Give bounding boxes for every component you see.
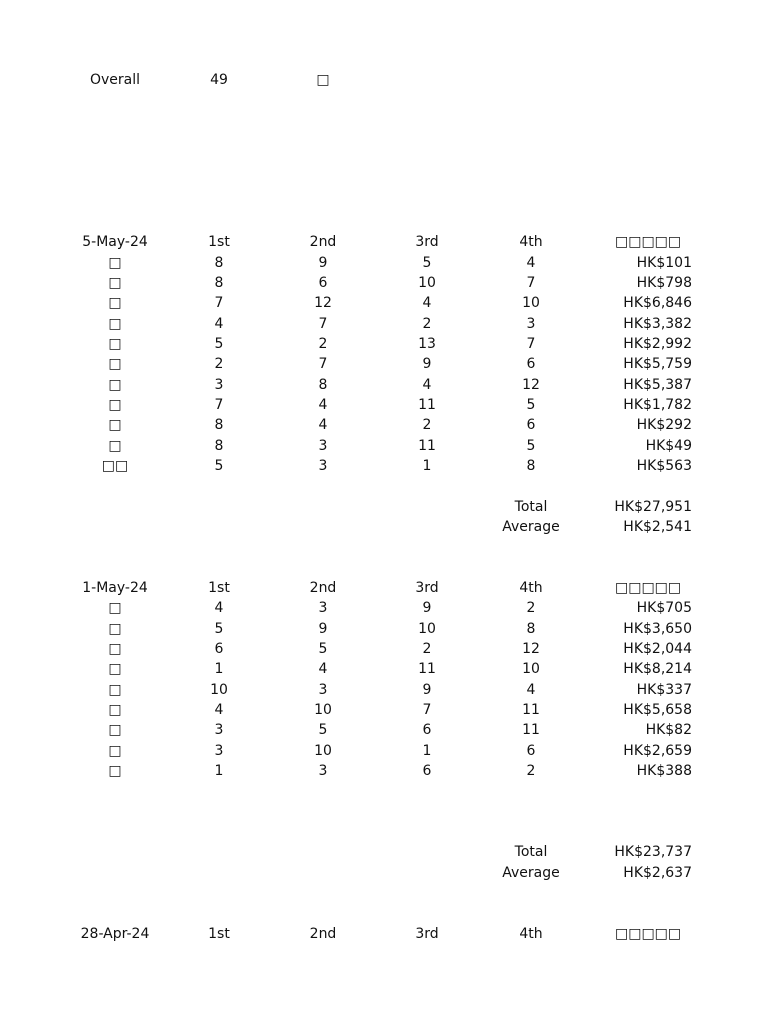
row-4th: 6 <box>526 743 536 759</box>
row-4th: 3 <box>526 316 536 332</box>
total-label: Total <box>514 499 548 515</box>
row-name: □ <box>108 621 122 637</box>
row-2nd: 3 <box>318 763 328 779</box>
row-3rd: 6 <box>422 763 432 779</box>
row-3rd: 4 <box>422 295 432 311</box>
row-1st: 8 <box>214 255 224 271</box>
total-value: HK$27,951 <box>614 499 692 515</box>
row-1st: 8 <box>214 417 224 433</box>
average-label: Average <box>502 865 560 881</box>
table-row <box>0 354 768 374</box>
row-amount: HK$3,382 <box>623 316 692 332</box>
header-3rd: 3rd <box>415 580 439 596</box>
table-row <box>0 395 768 415</box>
row-name: □ <box>108 275 122 291</box>
row-1st: 7 <box>214 397 224 413</box>
row-2nd: 7 <box>318 316 328 332</box>
row-1st: 5 <box>214 458 224 474</box>
section-date: 5-May-24 <box>82 234 148 250</box>
row-name: □ <box>108 377 122 393</box>
table-row <box>0 700 768 720</box>
section-header-row <box>0 924 768 944</box>
row-1st: 7 <box>214 295 224 311</box>
header-amount: □□□□□ <box>615 926 682 942</box>
row-2nd: 3 <box>318 682 328 698</box>
row-1st: 1 <box>214 661 224 677</box>
total-row <box>0 497 768 517</box>
row-2nd: 7 <box>318 356 328 372</box>
row-1st: 6 <box>214 641 224 657</box>
row-name: □ <box>108 682 122 698</box>
row-2nd: 3 <box>318 458 328 474</box>
row-2nd: 12 <box>314 295 332 311</box>
row-4th: 7 <box>526 275 536 291</box>
header-amount: □□□□□ <box>615 580 682 596</box>
row-amount: HK$337 <box>636 682 692 698</box>
row-name: □ <box>108 438 122 454</box>
overall-value: 49 <box>210 72 228 88</box>
table-row <box>0 598 768 618</box>
row-2nd: 6 <box>318 275 328 291</box>
row-amount: HK$5,759 <box>623 356 692 372</box>
row-3rd: 5 <box>422 255 432 271</box>
row-amount: HK$388 <box>636 763 692 779</box>
row-2nd: 5 <box>318 722 328 738</box>
table-row <box>0 659 768 679</box>
row-1st: 8 <box>214 438 224 454</box>
total-value: HK$23,737 <box>614 844 692 860</box>
row-amount: HK$3,650 <box>623 621 692 637</box>
row-3rd: 2 <box>422 641 432 657</box>
row-4th: 4 <box>526 255 536 271</box>
row-name: □ <box>108 356 122 372</box>
header-3rd: 3rd <box>415 926 439 942</box>
table-row <box>0 273 768 293</box>
row-amount: HK$2,659 <box>623 743 692 759</box>
row-2nd: 4 <box>318 661 328 677</box>
row-1st: 4 <box>214 702 224 718</box>
average-value: HK$2,637 <box>623 865 692 881</box>
row-3rd: 9 <box>422 600 432 616</box>
row-2nd: 2 <box>318 336 328 352</box>
average-label: Average <box>502 519 560 535</box>
header-2nd: 2nd <box>309 234 337 250</box>
row-amount: HK$8,214 <box>623 661 692 677</box>
row-amount: HK$563 <box>636 458 692 474</box>
row-name: □ <box>108 702 122 718</box>
table-row <box>0 639 768 659</box>
row-3rd: 2 <box>422 417 432 433</box>
row-name: □ <box>108 316 122 332</box>
header-1st: 1st <box>208 926 230 942</box>
table-row <box>0 720 768 740</box>
row-3rd: 2 <box>422 316 432 332</box>
header-2nd: 2nd <box>309 580 337 596</box>
row-4th: 6 <box>526 417 536 433</box>
row-1st: 2 <box>214 356 224 372</box>
header-1st: 1st <box>208 234 230 250</box>
table-row <box>0 293 768 313</box>
row-4th: 8 <box>526 621 536 637</box>
section-header-row <box>0 232 768 252</box>
row-amount: HK$292 <box>636 417 692 433</box>
header-amount: □□□□□ <box>615 234 682 250</box>
row-name: □ <box>108 295 122 311</box>
row-1st: 3 <box>214 743 224 759</box>
table-row <box>0 436 768 456</box>
row-2nd: 3 <box>318 600 328 616</box>
row-2nd: 3 <box>318 438 328 454</box>
table-row <box>0 375 768 395</box>
average-value: HK$2,541 <box>623 519 692 535</box>
row-name: □ <box>108 397 122 413</box>
row-name: □ <box>108 336 122 352</box>
row-1st: 5 <box>214 336 224 352</box>
row-name: □ <box>108 722 122 738</box>
row-4th: 5 <box>526 397 536 413</box>
row-2nd: 9 <box>318 621 328 637</box>
section-date: 1-May-24 <box>82 580 148 596</box>
row-4th: 5 <box>526 438 536 454</box>
table-row <box>0 761 768 781</box>
row-4th: 11 <box>522 722 540 738</box>
row-3rd: 1 <box>422 458 432 474</box>
row-3rd: 10 <box>418 275 436 291</box>
row-4th: 12 <box>522 377 540 393</box>
row-2nd: 9 <box>318 255 328 271</box>
table-row <box>0 253 768 273</box>
row-3rd: 6 <box>422 722 432 738</box>
row-1st: 3 <box>214 377 224 393</box>
row-4th: 4 <box>526 682 536 698</box>
table-row <box>0 456 768 476</box>
header-4th: 4th <box>519 926 543 942</box>
table-row <box>0 741 768 761</box>
row-name: □ <box>108 417 122 433</box>
row-name: □□ <box>101 458 129 474</box>
row-name: □ <box>108 600 122 616</box>
average-row <box>0 863 768 883</box>
row-3rd: 11 <box>418 661 436 677</box>
row-4th: 12 <box>522 641 540 657</box>
row-3rd: 11 <box>418 397 436 413</box>
table-row <box>0 314 768 334</box>
row-4th: 6 <box>526 356 536 372</box>
row-3rd: 9 <box>422 356 432 372</box>
row-4th: 10 <box>522 295 540 311</box>
row-amount: HK$2,044 <box>623 641 692 657</box>
row-4th: 7 <box>526 336 536 352</box>
row-amount: HK$1,782 <box>623 397 692 413</box>
total-row <box>0 842 768 862</box>
overall-row <box>0 70 768 90</box>
header-2nd: 2nd <box>309 926 337 942</box>
row-3rd: 1 <box>422 743 432 759</box>
row-amount: HK$49 <box>645 438 692 454</box>
header-3rd: 3rd <box>415 234 439 250</box>
row-3rd: 7 <box>422 702 432 718</box>
row-4th: 8 <box>526 458 536 474</box>
row-4th: 11 <box>522 702 540 718</box>
row-1st: 4 <box>214 600 224 616</box>
table-row <box>0 334 768 354</box>
row-amount: HK$101 <box>636 255 692 271</box>
row-2nd: 8 <box>318 377 328 393</box>
total-label: Total <box>514 844 548 860</box>
row-3rd: 4 <box>422 377 432 393</box>
row-name: □ <box>108 255 122 271</box>
row-1st: 8 <box>214 275 224 291</box>
section-header-row <box>0 578 768 598</box>
row-3rd: 13 <box>418 336 436 352</box>
row-amount: HK$5,387 <box>623 377 692 393</box>
row-2nd: 10 <box>314 743 332 759</box>
row-2nd: 4 <box>318 397 328 413</box>
row-4th: 10 <box>522 661 540 677</box>
row-2nd: 5 <box>318 641 328 657</box>
row-4th: 2 <box>526 763 536 779</box>
row-name: □ <box>108 661 122 677</box>
row-3rd: 10 <box>418 621 436 637</box>
table-row <box>0 415 768 435</box>
table-row <box>0 680 768 700</box>
row-4th: 2 <box>526 600 536 616</box>
average-row <box>0 517 768 537</box>
row-name: □ <box>108 763 122 779</box>
row-1st: 3 <box>214 722 224 738</box>
row-amount: HK$705 <box>636 600 692 616</box>
row-2nd: 10 <box>314 702 332 718</box>
header-4th: 4th <box>519 580 543 596</box>
row-1st: 5 <box>214 621 224 637</box>
row-amount: HK$5,658 <box>623 702 692 718</box>
row-amount: HK$82 <box>645 722 692 738</box>
row-amount: HK$6,846 <box>623 295 692 311</box>
row-3rd: 9 <box>422 682 432 698</box>
section-date: 28-Apr-24 <box>80 926 150 942</box>
row-amount: HK$798 <box>636 275 692 291</box>
overall-label: Overall <box>89 72 141 88</box>
row-2nd: 4 <box>318 417 328 433</box>
row-amount: HK$2,992 <box>623 336 692 352</box>
table-row <box>0 619 768 639</box>
row-name: □ <box>108 641 122 657</box>
row-1st: 1 <box>214 763 224 779</box>
row-3rd: 11 <box>418 438 436 454</box>
row-name: □ <box>108 743 122 759</box>
header-4th: 4th <box>519 234 543 250</box>
header-1st: 1st <box>208 580 230 596</box>
row-1st: 10 <box>210 682 228 698</box>
overall-glyph: □ <box>316 72 330 88</box>
row-1st: 4 <box>214 316 224 332</box>
